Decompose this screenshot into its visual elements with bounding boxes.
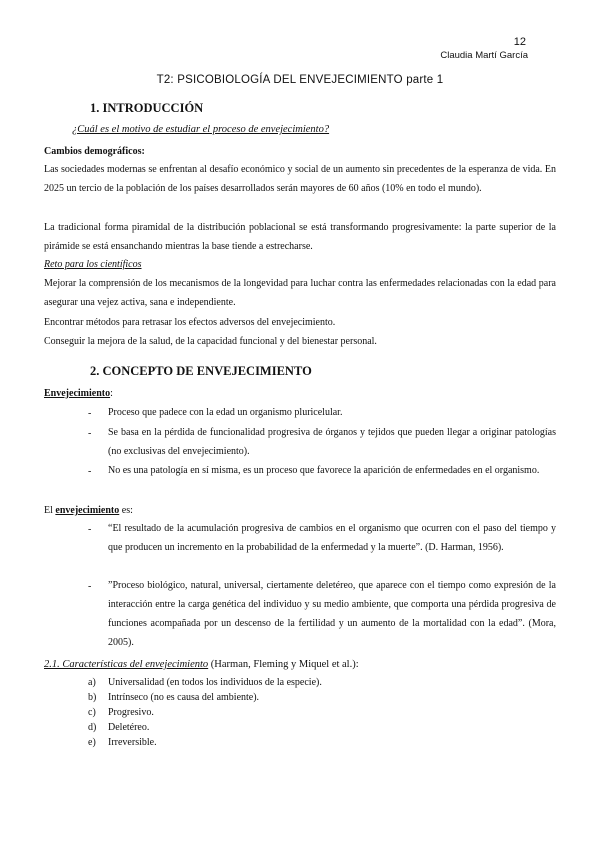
char-letter-d: d) <box>88 722 97 733</box>
definition-suffix: es: <box>119 505 133 516</box>
paragraph-pyramid: La tradicional forma piramidal de la distribución poblacional se está transformando progresivamente: la parte superior de la pirámide se está ensanchando mientras la base tiende a estrecharse. <box>44 222 556 252</box>
dash-3: - <box>88 466 92 477</box>
section-2-1-heading: 2.1. Características del envejecimiento <box>44 659 209 670</box>
char-item-c: Progresivo. <box>108 707 154 718</box>
section-2-heading: 2. CONCEPTO DE ENVEJECIMIENTO <box>90 364 312 378</box>
page-number: 12 <box>513 36 526 48</box>
term-colon: : <box>110 388 113 399</box>
dash-1: - <box>88 408 92 419</box>
definition-line <box>44 505 133 516</box>
char-letter-c: c) <box>88 707 96 718</box>
char-item-b: Intrínseco (no es causa del ambiente). <box>108 692 260 703</box>
concept-item-2: Se basa en la pérdida de funcionalidad progresiva de órganos y tejidos que pueden llegar a originar patologías (no exclusivas del envejecimiento). <box>108 427 556 457</box>
demographic-subhead: Cambios demográficos: <box>44 146 145 157</box>
definition-prefix: El <box>44 505 56 516</box>
definition-term: envejecimiento <box>55 505 120 516</box>
concept-item-1: Proceso que padece con la edad un organismo pluricelular. <box>108 407 343 418</box>
section-2-1-authors: (Harman, Fleming y Miquel et al.): <box>208 659 359 670</box>
reto-label: Reto para los científicos <box>44 259 142 270</box>
dash-5: - <box>88 581 92 592</box>
concept-item-3: No es una patología en sí misma, es un proceso que favorece la aparición de enfermedades en el organismo. <box>108 465 540 476</box>
document-title: T2: PSICOBIOLOGÍA DEL ENVEJECIMIENTO parte 1 <box>156 74 444 86</box>
dash-2: - <box>88 428 92 439</box>
author-name: Claudia Martí García <box>440 50 528 61</box>
char-letter-b: b) <box>88 692 97 703</box>
reto-health: Conseguir la mejora de la salud, de la capacidad funcional y del bienestar personal. <box>44 336 377 347</box>
intro-question: ¿Cuál es el motivo de estudiar el proceso de envejecimiento? <box>72 124 330 135</box>
quote-mora: ”Proceso biológico, natural, universal, ciertamente deletéreo, que aparece con el tiempo como expresión de la interacción entre la carga genética del individuo y su medio ambiente, que comporta una pérdida progresiva de funciones acompañada por un descenso de la fertilidad y un aumento de la mortalidad con la edad”. (Mora, 2005). <box>108 580 556 648</box>
char-item-a: Universalidad (en todos los individuos de la especie). <box>108 677 322 688</box>
quote-harman: “El resultado de la acumulación progresiva de cambios en el organismo que ocurren con el paso del tiempo y que producen un incremento en la probabilidad de la enfermedad y la muerte”. (D. Harman, 1956). <box>108 523 556 553</box>
paragraph-life-expectancy: Las sociedades modernas se enfrentan al desafío económico y social de un aumento sin precedentes de la esperanza de vida. En 2025 un tercio de la población de los países desarrollados serán mayores de 60 años (10% en todo el mundo). <box>44 164 556 194</box>
envejecimiento-term-line <box>44 388 113 399</box>
char-letter-e: e) <box>88 737 96 748</box>
reto-delay-effects: Encontrar métodos para retrasar los efectos adversos del envejecimiento. <box>44 317 336 328</box>
reto-longevity: Mejorar la comprensión de los mecanismos de la longevidad para luchar contra las enfermedades relacionadas con la edad para asegurar una vejez activa, sana e independiente. <box>44 278 556 308</box>
section-1-heading: 1. INTRODUCCIÓN <box>90 101 204 115</box>
char-letter-a: a) <box>88 677 96 688</box>
envejecimiento-term: Envejecimiento <box>44 388 111 399</box>
dash-4: - <box>88 524 92 535</box>
char-item-d: Deletéreo. <box>108 722 150 733</box>
section-2-1-heading-line <box>44 659 359 670</box>
char-item-e: Irreversible. <box>108 737 157 748</box>
